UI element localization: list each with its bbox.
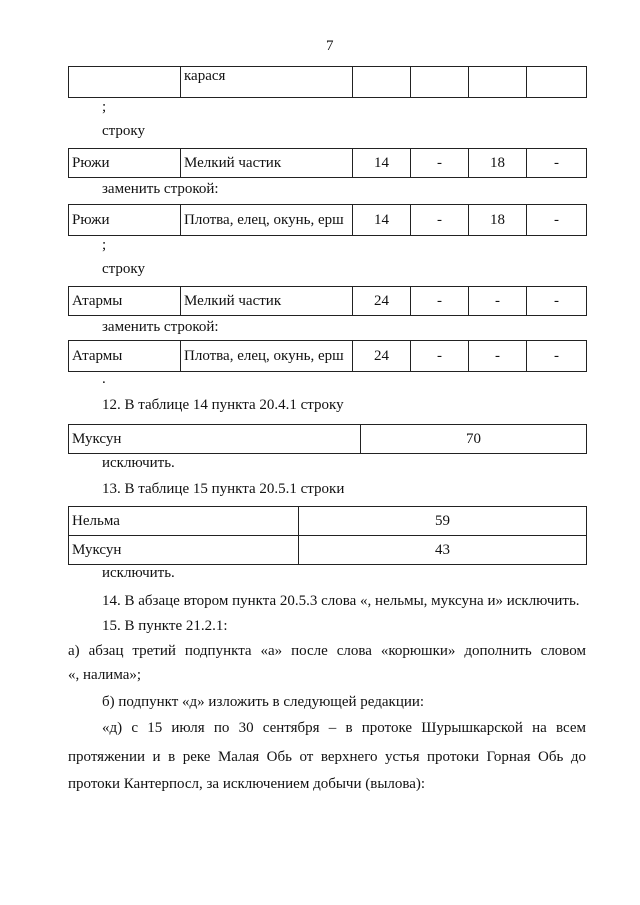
cell-value: - <box>411 205 469 236</box>
item-14: 14. В абзаце втором пункта 20.5.3 слова «, нельмы, муксуна и» исключить. <box>102 593 580 609</box>
cell-value: 24 <box>353 341 411 372</box>
item-15d-line3: протоки Кантерпосл, за исключением добычи (вылова): <box>68 776 426 792</box>
cell-value <box>353 67 411 98</box>
cell-value: 70 <box>361 425 587 454</box>
table-row-karasya <box>68 66 587 98</box>
item-15: 15. В пункте 21.2.1: <box>102 618 228 634</box>
cell-value: 14 <box>353 149 411 178</box>
cell-species: Муксун <box>69 536 299 565</box>
cell-value <box>411 67 469 98</box>
item-12: 12. В таблице 14 пункта 20.4.1 строку <box>102 397 344 413</box>
item-15a-line1: а) абзац третий подпункта «а» после слова «корюшки» дополнить словом <box>68 643 586 659</box>
item-13: 13. В таблице 15 пункта 20.5.1 строки <box>102 481 345 497</box>
item-15b: б) подпункт «д» изложить в следующей редакции: <box>102 694 425 710</box>
text-exclude: исключить. <box>102 455 175 471</box>
text-stroku: строку <box>102 261 145 277</box>
cell-value: 59 <box>299 507 587 536</box>
cell-species: Плотва, елец, окунь, ерш <box>181 205 353 236</box>
cell-value: - <box>527 149 587 178</box>
cell-gear: Рюжи <box>69 205 181 236</box>
cell-value: - <box>411 287 469 316</box>
item-15d-line2: протяжении и в реке Малая Обь от верхнего устья протоки Горная Обь до <box>68 749 586 765</box>
cell-value: 14 <box>353 205 411 236</box>
cell-value: - <box>527 205 587 236</box>
cell-value: 43 <box>299 536 587 565</box>
cell-species: Муксун <box>69 425 361 454</box>
text-stroku: строку <box>102 123 145 139</box>
period: . <box>102 371 106 387</box>
semicolon: ; <box>102 99 107 115</box>
cell-species: Нельма <box>69 507 299 536</box>
cell-value: 24 <box>353 287 411 316</box>
cell-gear: Рюжи <box>69 149 181 178</box>
table-row-atarmy-old <box>68 286 587 316</box>
cell-value: - <box>411 149 469 178</box>
cell-value: - <box>469 341 527 372</box>
text-replace: заменить строкой: <box>102 319 219 335</box>
cell-value <box>469 67 527 98</box>
table-row-ryuzhi-new <box>68 204 587 236</box>
cell-value: 18 <box>469 205 527 236</box>
page-number: 7 <box>326 38 334 54</box>
cell-species: Мелкий частик <box>181 287 353 316</box>
cell-gear: Атармы <box>69 287 181 316</box>
table-row-muksun <box>68 424 587 454</box>
cell-gear: Атармы <box>69 341 181 372</box>
table-row-ryuzhi-old <box>68 148 587 178</box>
cell-value: - <box>527 341 587 372</box>
cell-value: 18 <box>469 149 527 178</box>
cell-species: карася <box>181 67 353 98</box>
item-15d-line1: «д) с 15 июля по 30 сентября – в протоке Шурышкарской на всем <box>102 720 586 736</box>
text-replace: заменить строкой: <box>102 181 219 197</box>
cell-value <box>527 67 587 98</box>
cell-gear <box>69 67 181 98</box>
cell-species: Плотва, елец, окунь, ерш <box>181 341 353 372</box>
table-row-atarmy-new <box>68 340 587 372</box>
table-nelma-muksun <box>68 506 587 565</box>
cell-value: - <box>411 341 469 372</box>
semicolon: ; <box>102 237 107 253</box>
cell-value: - <box>469 287 527 316</box>
text-exclude: исключить. <box>102 565 175 581</box>
cell-species: Мелкий частик <box>181 149 353 178</box>
cell-value: - <box>527 287 587 316</box>
item-15a-line2: «, налима»; <box>68 667 142 683</box>
